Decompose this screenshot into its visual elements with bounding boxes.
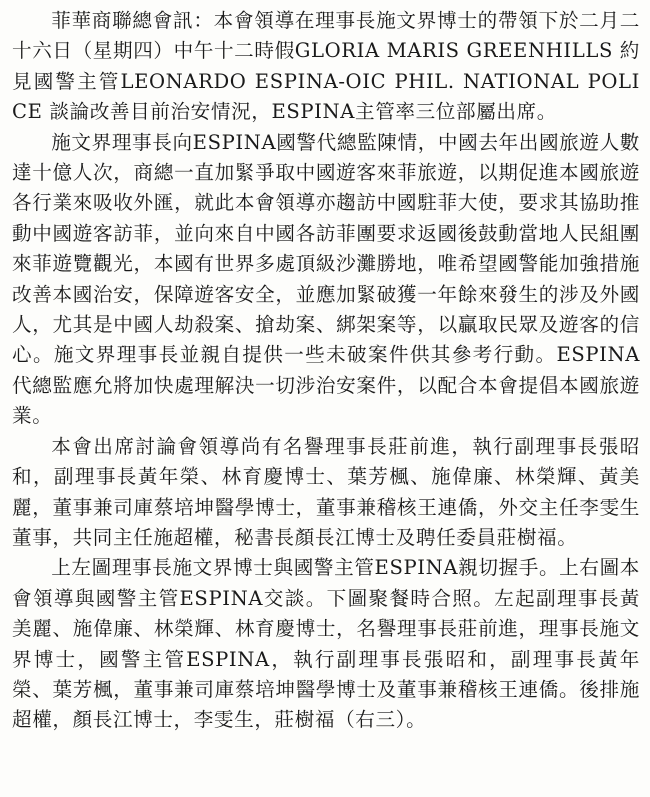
article-paragraph-4: 上左圖理事長施文界博士與國警主管ESPINA親切握手。上右圖本會領導與國警主管ESPINA交談。下圖聚餐時合照。左起副理事長黃美麗、施偉廉、林榮輝、林育慶博士，名譽理事長莊前進，理事長施文界博士，國警主管ESPINA，執行副理事長張昭和，副理事長黃年榮、葉芳楓，董事兼司庫蔡培坤醫學博士及董事兼稽核王連僑。後排施超權，顏長江博士，李雯生，莊樹福（右三）。 — [12, 556, 640, 732]
article-paragraph-2: 施文界理事長向ESPINA國警代總監陳情，中國去年出國旅遊人數達十億人次，商總一直加緊爭取中國遊客來菲旅遊，以期促進本國旅遊各行業來吸收外匯，就此本會領導亦趨訪中國駐菲大使，要求其協助推動中國遊客訪菲，並向來自中國各訪菲團要求返國後鼓動當地人民組團來菲遊覽觀光，本國有世界多處頂級沙灘勝地，唯希望國警能加強措施改善本國治安，保障遊客安全，並應加緊破獲一年餘來發生的涉及外國人，尤其是中國人劫殺案、搶劫案、綁架案等，以贏取民眾及遊客的信心。施文界理事長並親自提供一些未破案件供其參考行動。ESPINA代總監應允將加快處理解決一切涉治安案件，以配合本會提倡本國旅遊業。 — [12, 130, 640, 428]
article-body — [12, 6, 640, 736]
article-paragraph-3: 本會出席討論會領導尚有名譽理事長莊前進，執行副理事長張昭和，副理事長黃年榮、林育慶博士、葉芳楓、施偉廉、林榮輝、黃美麗，董事兼司庫蔡培坤醫學博士，董事兼稽核王連僑，外交主任李雯生董事，共同主任施超權，秘書長顏長江博士及聘任委員莊樹福。 — [12, 434, 640, 549]
article-paragraph-1: 菲華商聯總會訊：本會領導在理事長施文界博士的帶領下於二月二十六日（星期四）中午十二時假GLORIA MARIS GREENHILLS 約見國警主管LEONARDO ESPINA-OIC PHIL. NATIONAL POLICE 談論改善目前治安情況，ESPINA主管率三位部屬出席。 — [12, 9, 640, 124]
